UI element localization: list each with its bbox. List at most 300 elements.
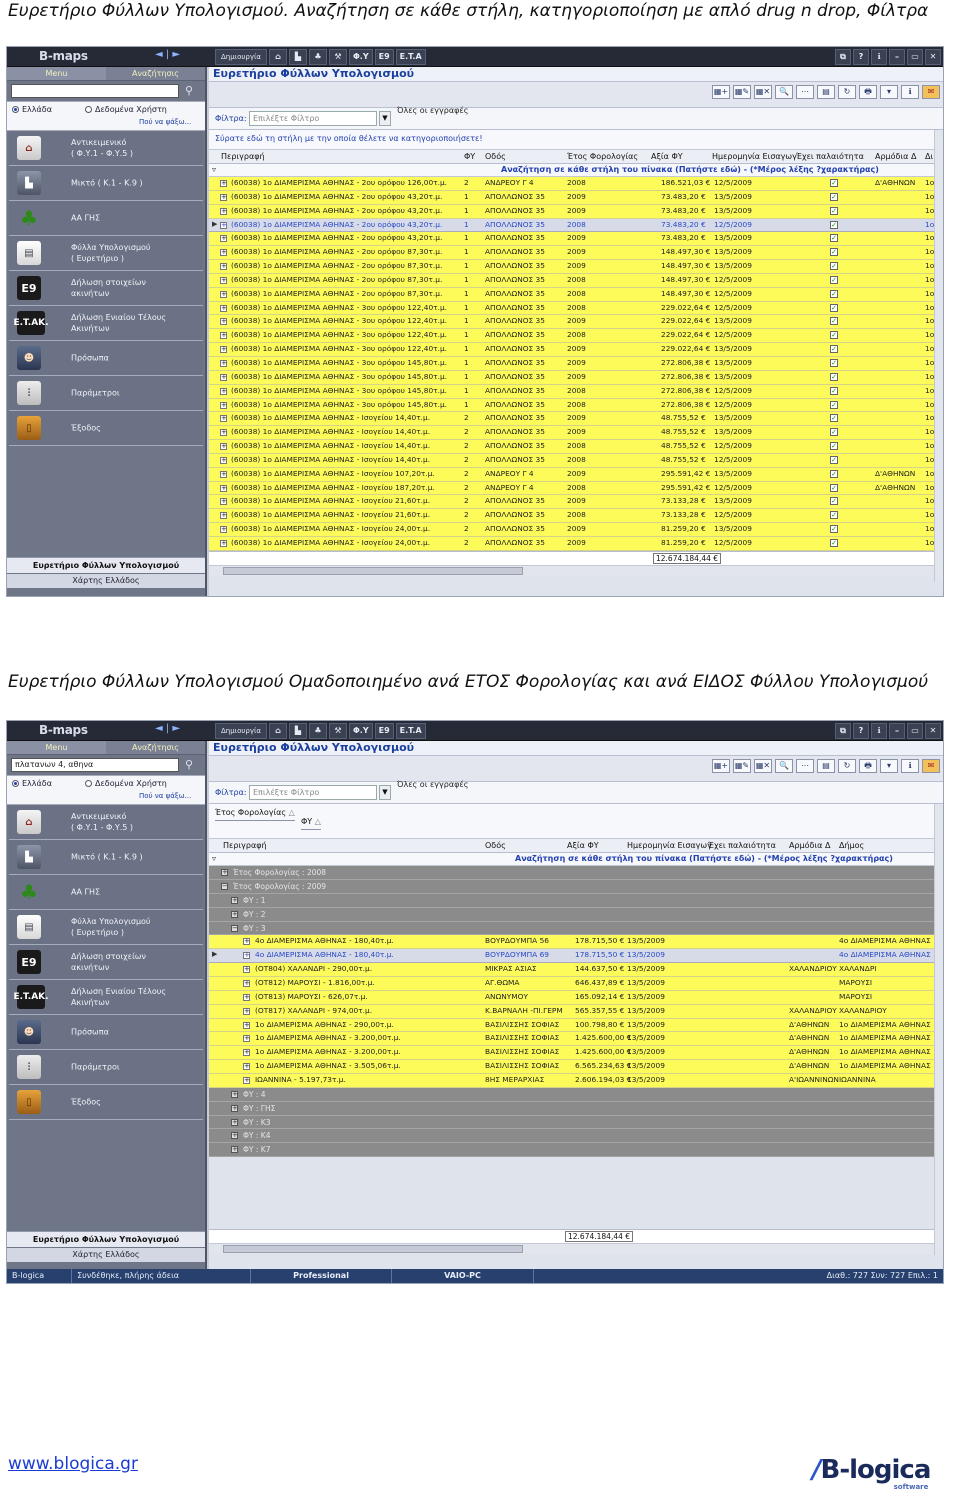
old-building-checkbox[interactable]: ✓ — [831, 179, 837, 187]
door-icon: ▯ — [17, 416, 41, 440]
table-row[interactable] — [209, 399, 943, 413]
table-row[interactable] — [209, 495, 943, 509]
expand-icon[interactable]: + — [244, 937, 250, 946]
table-row[interactable] — [209, 288, 943, 302]
screenshot-index-filters — [6, 46, 944, 597]
column-header[interactable]: Έχει παλαιότητα — [796, 152, 864, 161]
sidebar-item-persons[interactable] — [9, 1015, 203, 1050]
table-row[interactable] — [209, 440, 943, 454]
sidebar-tab-0[interactable]: Menu — [7, 67, 106, 80]
filter-select[interactable]: Επιλέξτε Φίλτρο — [249, 785, 377, 800]
help-icon[interactable]: ? — [853, 723, 869, 739]
sort-asc-icon[interactable]: △ — [312, 817, 321, 826]
expand-icon[interactable]: + — [221, 511, 227, 520]
cell-od: ΑΓ.ΘΩΜΑ — [485, 977, 520, 987]
where-to-search-link[interactable]: Πού να ψάξω... — [139, 792, 192, 800]
search-icon[interactable]: 🔍 — [775, 759, 793, 773]
sidebar-item-mixed[interactable] — [9, 166, 203, 201]
table-row[interactable] — [209, 302, 943, 316]
sidebar-item-label — [71, 312, 166, 334]
old-building-checkbox[interactable]: ✓ — [831, 414, 837, 423]
radio-dot[interactable] — [85, 780, 92, 787]
expand-icon[interactable]: + — [244, 1020, 250, 1029]
cell-d: (ΟΤ813) ΜΑΡΟΥΣΙ - 626,07τ.μ. — [255, 991, 368, 1001]
table-row[interactable] — [209, 468, 943, 482]
scrollbar-thumb[interactable] — [223, 1245, 523, 1253]
minimize-icon[interactable]: – — [889, 723, 905, 739]
expand-icon[interactable]: + — [221, 538, 227, 547]
column-header[interactable]: Δήμος — [839, 841, 865, 850]
table-row[interactable] — [209, 523, 943, 537]
column-header[interactable]: Ημερομηνία Εισαγωγ — [627, 841, 712, 850]
cell-d: ΙΩΑΝΝΙΝΑ - 5.197,73τ.μ. — [255, 1074, 346, 1084]
expand-icon[interactable]: + — [221, 262, 227, 271]
e9-button[interactable]: E9 — [375, 49, 394, 65]
filter-icon[interactable]: ▿ — [212, 854, 217, 863]
table-row[interactable] — [209, 537, 943, 551]
table-row[interactable] — [209, 1074, 943, 1088]
group-row[interactable] — [209, 1102, 943, 1116]
sidebar-search-input[interactable] — [11, 84, 179, 98]
old-building-checkbox[interactable]: ✓ — [831, 345, 837, 354]
cell-dim: 1ο ΔΙΑΜΕΡΙΣΜΑ ΑΘΗΝΑΣ — [839, 1061, 931, 1071]
cell-d: (ΟΤ804) ΧΑΛΑΝΔΡΙ - 290,00τ.μ. — [255, 964, 373, 974]
group-row[interactable] — [209, 922, 943, 936]
old-building-checkbox[interactable]: ✓ — [831, 234, 837, 243]
expand-icon[interactable]: + — [232, 1089, 238, 1098]
column-header[interactable]: Έτος Φορολογίας — [567, 152, 639, 161]
chevron-down-icon[interactable]: ▾ — [880, 85, 898, 99]
cell-fy: 1 — [464, 344, 469, 354]
table-row[interactable] — [209, 935, 943, 949]
expand-icon[interactable]: + — [244, 1048, 250, 1057]
expand-icon[interactable]: + — [221, 220, 227, 229]
sidebar-item-objective[interactable] — [9, 131, 203, 166]
old-building-checkbox[interactable]: ✓ — [831, 262, 837, 271]
scrollbar-thumb[interactable] — [223, 567, 523, 575]
group-row[interactable] — [209, 1143, 943, 1157]
radio-greece[interactable] — [12, 105, 52, 114]
etak-button[interactable]: E.T.A — [396, 723, 426, 739]
tree-icon[interactable]: ♣ — [309, 723, 327, 739]
cell-v: 229.022,64 € — [661, 330, 711, 340]
search-icon[interactable]: ⚲ — [185, 758, 194, 771]
expand-icon[interactable]: + — [221, 275, 227, 284]
column-header[interactable]: Αρμόδια Δ — [875, 152, 917, 161]
table-row[interactable] — [209, 991, 943, 1005]
table-row[interactable] — [209, 963, 943, 977]
create-button[interactable]: Δημιουργία — [215, 49, 267, 65]
table-row[interactable] — [209, 412, 943, 426]
table-row[interactable] — [209, 357, 943, 371]
create-button[interactable]: Δημιουργία — [215, 723, 267, 739]
column-header[interactable]: ΦΥ — [464, 152, 476, 161]
sidebar-map-button[interactable]: Χάρτης Ελλάδος — [7, 1248, 205, 1262]
expand-icon[interactable]: + — [221, 289, 227, 298]
chevron-down-icon[interactable]: ▾ — [880, 759, 898, 773]
filter-row — [209, 108, 943, 130]
expand-icon[interactable]: + — [221, 428, 227, 437]
old-building-checkbox[interactable]: ✓ — [831, 372, 837, 381]
column-header[interactable]: Αξία ΦΥ — [651, 152, 683, 161]
fy-button[interactable]: Φ.Υ — [349, 723, 373, 739]
column-header[interactable]: Οδός — [485, 841, 506, 850]
cell-dt: 12/5/2009 — [714, 302, 752, 312]
sidebar-item-e9[interactable] — [9, 271, 203, 306]
old-building-checkbox[interactable]: ✓ — [831, 497, 837, 506]
expand-icon[interactable]: + — [221, 372, 227, 381]
expand-icon[interactable]: + — [221, 525, 227, 534]
group-chip-label: Έτος Φορολογίας — [215, 808, 287, 817]
old-building-checkbox[interactable]: ✓ — [831, 220, 837, 229]
column-search-row[interactable] — [209, 853, 943, 866]
old-building-checkbox[interactable]: ✓ — [831, 248, 837, 257]
cell-od: ΑΝΔΡΕΟΥ Γ 4 — [485, 178, 534, 187]
column-search-row[interactable] — [209, 164, 943, 177]
edit-row-icon[interactable]: ▦✎ — [733, 759, 751, 773]
cell-v: 148.497,30 € — [661, 247, 711, 257]
sidebar-item-parameters[interactable] — [9, 1050, 203, 1085]
expand-icon[interactable]: + — [221, 358, 227, 367]
door-icon: ▯ — [17, 1090, 41, 1114]
cell-od: ΑΠΟΛΛΩΝΟΣ 35 — [485, 371, 545, 381]
factory-icon[interactable]: ▙ — [289, 723, 307, 739]
sidebar-item-parameters[interactable] — [9, 376, 203, 411]
cell-v: 229.022,64 € — [661, 316, 711, 326]
expand-icon[interactable]: + — [244, 1075, 250, 1084]
expand-icon[interactable]: + — [232, 909, 238, 918]
old-building-checkbox[interactable]: ✓ — [831, 525, 837, 534]
radio-user-data[interactable] — [85, 779, 167, 788]
group-chip-label: ΦΥ — [301, 817, 313, 826]
old-building-checkbox[interactable]: ✓ — [831, 289, 837, 298]
cell-dt: 12/5/2009 — [714, 219, 752, 229]
expand-icon[interactable]: + — [221, 234, 227, 243]
group-row[interactable] — [209, 908, 943, 922]
expand-icon[interactable]: + — [244, 951, 250, 960]
info-icon[interactable]: ℹ — [901, 759, 919, 773]
cell-v: 48.755,52 € — [661, 427, 706, 437]
expand-icon[interactable]: + — [221, 386, 227, 395]
more-icon[interactable]: ⋯ — [796, 85, 814, 99]
expand-icon[interactable]: + — [221, 317, 227, 326]
column-header[interactable]: Αξία ΦΥ — [567, 841, 599, 850]
column-header[interactable]: Οδός — [485, 152, 506, 161]
sidebar-tab-0[interactable]: Menu — [7, 741, 106, 754]
expand-icon[interactable]: + — [244, 1006, 250, 1015]
expand-icon[interactable]: + — [221, 179, 227, 187]
expand-icon[interactable]: + — [244, 1062, 250, 1071]
table-row[interactable] — [209, 232, 943, 246]
more-icon[interactable]: ⋯ — [796, 759, 814, 773]
sidebar-item-aa-land[interactable] — [9, 201, 203, 236]
old-building-checkbox[interactable]: ✓ — [831, 192, 837, 201]
expand-icon[interactable]: + — [221, 483, 227, 492]
person-icon: ☻ — [17, 1020, 41, 1044]
cell-dim: 1ο ΔΙΑΜΕΡΙΣΜΑ ΑΘΗΝΑΣ — [839, 1019, 931, 1029]
horizontal-scrollbar[interactable] — [209, 1243, 943, 1254]
table-row[interactable] — [209, 1032, 943, 1046]
table-row[interactable] — [209, 454, 943, 468]
sidebar-item-aa-land[interactable] — [9, 875, 203, 910]
add-row-icon[interactable]: ▦+ — [712, 85, 730, 99]
table-row[interactable] — [209, 1060, 943, 1074]
tools-icon[interactable]: ⚒ — [329, 49, 347, 65]
column-header[interactable]: Έχει παλαιότητα — [708, 841, 776, 850]
tools-icon[interactable]: ⚒ — [329, 723, 347, 739]
expand-icon[interactable]: + — [232, 1117, 238, 1126]
sidebar-item-etak[interactable] — [9, 980, 203, 1015]
old-building-checkbox[interactable]: ✓ — [831, 331, 837, 340]
cell-v: 229.022,64 € — [661, 302, 711, 312]
sidebar-tab-1[interactable]: Αναζήτησις — [132, 69, 179, 78]
sidebar-index-button[interactable]: Ευρετήριο Φύλλων Υπολογισμού — [7, 557, 205, 573]
expand-icon[interactable]: + — [221, 497, 227, 506]
cell-x: 1ο — [925, 454, 935, 464]
expand-icon[interactable]: + — [221, 303, 227, 312]
cell-d: 4ο ΔΙΑΜΕΡΙΣΜΑ ΑΘΗΝΑΣ - 180,40τ.μ. — [255, 950, 394, 960]
cell-dt: 12/5/2009 — [714, 385, 752, 395]
cell-fy: 2 — [464, 178, 469, 187]
filter-select[interactable]: Επιλέξτε Φίλτρο — [249, 111, 377, 126]
filter-icon[interactable]: ▿ — [212, 165, 217, 174]
cell-dt: 13/5/2009 — [714, 344, 752, 354]
print-icon[interactable]: 🖶 — [859, 85, 877, 99]
group-row[interactable] — [209, 1116, 943, 1130]
cell-od: ΑΠΟΛΛΩΝΟΣ 35 — [485, 510, 545, 520]
cell-dt: 13/5/2009 — [627, 1005, 665, 1015]
search-icon[interactable]: ⚲ — [185, 84, 194, 97]
old-building-checkbox[interactable]: ✓ — [831, 206, 837, 215]
cell-fy: 1 — [464, 233, 469, 243]
radio-greece[interactable] — [12, 779, 52, 788]
expand-icon[interactable]: + — [232, 1103, 238, 1112]
old-building-checkbox[interactable]: ✓ — [831, 400, 837, 409]
column-header[interactable]: Περιγραφή — [221, 152, 265, 161]
nav-arrows[interactable]: ◄ | ► — [155, 49, 181, 60]
old-building-checkbox[interactable]: ✓ — [831, 483, 837, 492]
old-building-checkbox[interactable]: ✓ — [831, 386, 837, 395]
nav-arrows[interactable]: ◄ | ► — [155, 723, 181, 734]
e9-icon: E9 — [17, 950, 41, 974]
add-row-icon[interactable]: ▦+ — [712, 759, 730, 773]
group-row[interactable] — [209, 866, 943, 880]
table-row[interactable] — [209, 509, 943, 523]
expand-icon[interactable]: + — [244, 1034, 250, 1043]
sidebar-index-button[interactable]: Ευρετήριο Φύλλων Υπολογισμού — [7, 1231, 205, 1247]
sidebar-item-etak[interactable] — [9, 306, 203, 341]
table-row[interactable] — [209, 205, 943, 219]
column-search-hint[interactable]: Αναζήτηση σε κάθε στήλη του πίνακα (Πατήστε εδώ) - (*Μέρος λέξης ?χαρακτήρας) — [501, 165, 879, 174]
cell-v: 272.806,38 € — [661, 371, 711, 381]
expand-icon[interactable]: − — [232, 923, 238, 932]
table-row[interactable] — [209, 1019, 943, 1033]
radio-dot[interactable] — [12, 780, 19, 787]
radio-dot[interactable] — [12, 106, 19, 113]
cell-d: (60038) 1ο ΔΙΑΜΕΡΙΣΜΑ ΑΘΗΝΑΣ - Ισογείου 21,60τ.μ. — [231, 496, 431, 506]
mail-icon[interactable]: ✉ — [922, 759, 940, 773]
column-search-hint[interactable]: Αναζήτηση σε κάθε στήλη του πίνακα (Πατήστε εδώ) - (*Μέρος λέξης ?χαρακτήρας) — [515, 854, 893, 863]
fy-button[interactable]: Φ.Υ — [349, 49, 373, 65]
old-building-checkbox[interactable]: ✓ — [831, 303, 837, 312]
expand-icon[interactable]: + — [221, 192, 227, 201]
expand-icon[interactable]: + — [244, 978, 250, 987]
restore-icon[interactable]: ⧉ — [835, 49, 851, 65]
column-header[interactable]: Ημερομηνία Εισαγωγ — [712, 152, 797, 161]
table-row[interactable] — [209, 246, 943, 260]
main-panel — [209, 67, 943, 596]
house-icon[interactable]: ⌂ — [269, 49, 287, 65]
cell-x: 1ο — [925, 524, 935, 534]
sidebar-item-worksheets[interactable] — [9, 236, 203, 271]
blogica-website-link[interactable]: www.blogica.gr — [8, 1454, 138, 1474]
table-row[interactable] — [209, 371, 943, 385]
cell-v: 295.591,42 € — [661, 482, 711, 492]
mail-icon[interactable]: ✉ — [922, 85, 940, 99]
group-row[interactable] — [209, 1088, 943, 1102]
group-row[interactable] — [209, 880, 943, 894]
maximize-icon[interactable]: ▭ — [907, 49, 923, 65]
sort-asc-icon[interactable]: △ — [286, 808, 295, 817]
group-drop-zone[interactable]: Σύρατε εδώ τη στήλη με την οποία θέλετε να κατηγοριοποιήσετε! — [209, 130, 943, 150]
vertical-scrollbar[interactable] — [934, 130, 943, 582]
table-row[interactable] — [209, 191, 943, 205]
horizontal-scrollbar[interactable] — [209, 565, 943, 576]
radio-user-data[interactable] — [85, 105, 167, 114]
search-icon[interactable]: 🔍 — [775, 85, 793, 99]
table-row[interactable] — [209, 1046, 943, 1060]
sidebar-item-exit[interactable] — [9, 1085, 203, 1120]
table-row[interactable] — [209, 1005, 943, 1019]
maximize-icon[interactable]: ▭ — [907, 723, 923, 739]
expand-icon[interactable]: + — [232, 1145, 238, 1154]
old-building-checkbox[interactable]: ✓ — [831, 442, 837, 451]
column-header[interactable]: Δι — [925, 152, 934, 161]
expand-icon[interactable]: + — [244, 965, 250, 974]
table-row[interactable] — [209, 343, 943, 357]
delete-row-icon[interactable]: ▦✕ — [754, 85, 772, 99]
old-building-checkbox[interactable]: ✓ — [831, 455, 837, 464]
expand-icon[interactable]: + — [221, 414, 227, 423]
info-icon[interactable]: ℹ — [871, 49, 887, 65]
etak-button[interactable]: E.T.A — [396, 49, 426, 65]
expand-icon[interactable]: + — [221, 345, 227, 354]
expand-icon[interactable]: + — [221, 248, 227, 257]
house-icon[interactable]: ⌂ — [269, 723, 287, 739]
close-icon[interactable]: ✕ — [925, 723, 941, 739]
column-header[interactable]: Περιγραφή — [223, 841, 267, 850]
expand-icon[interactable]: + — [232, 1131, 238, 1140]
cell-yr: 2008 — [567, 510, 586, 520]
b-maps-logo: B-maps — [39, 49, 88, 63]
group-chip[interactable] — [215, 808, 295, 821]
e9-button[interactable]: E9 — [375, 723, 394, 739]
expand-icon[interactable]: − — [222, 881, 228, 890]
group-chip[interactable] — [301, 817, 321, 830]
cell-arm: Δ'ΑΘΗΝΩΝ — [789, 1047, 830, 1057]
table-row[interactable] — [209, 385, 943, 399]
table-row[interactable] — [209, 426, 943, 440]
old-building-checkbox[interactable]: ✓ — [831, 317, 837, 326]
info-icon[interactable]: ℹ — [901, 85, 919, 99]
old-building-checkbox[interactable]: ✓ — [831, 538, 837, 547]
expand-icon[interactable]: + — [221, 331, 227, 340]
expand-icon[interactable]: + — [221, 400, 227, 409]
table-row[interactable] — [209, 219, 943, 233]
group-row[interactable] — [209, 894, 943, 908]
vertical-scrollbar[interactable] — [934, 804, 943, 1255]
group-row[interactable] — [209, 1129, 943, 1143]
sidebar-item-persons[interactable] — [9, 341, 203, 376]
expand-icon[interactable]: + — [222, 868, 228, 876]
expand-icon[interactable]: + — [244, 992, 250, 1001]
grid-toolbar-buttons — [712, 85, 940, 99]
columns-icon[interactable]: ▤ — [817, 85, 835, 99]
refresh-icon[interactable]: ↻ — [838, 759, 856, 773]
chevron-down-icon[interactable]: ▼ — [379, 111, 391, 126]
cell-d: (60038) 1ο ΔΙΑΜΕΡΙΣΜΑ ΑΘΗΝΑΣ - 2ου ορόφου 43,20τ.μ. — [231, 191, 443, 201]
sidebar-item-exit[interactable] — [9, 411, 203, 446]
expand-icon[interactable]: + — [221, 206, 227, 215]
radio-dot[interactable] — [85, 106, 92, 113]
old-building-checkbox[interactable]: ✓ — [831, 275, 837, 284]
table-row[interactable] — [209, 482, 943, 496]
sidebar-tab-1[interactable]: Αναζήτησις — [132, 743, 179, 752]
table-row[interactable] — [209, 260, 943, 274]
table-row[interactable] — [209, 177, 943, 191]
table-row[interactable] — [209, 977, 943, 991]
cell-yr: 2009 — [567, 371, 586, 381]
sidebar-search-input[interactable]: πλατανων 4, αθηνα — [11, 758, 179, 772]
factory-icon[interactable]: ▙ — [289, 49, 307, 65]
tree-icon[interactable]: ♣ — [309, 49, 327, 65]
print-icon[interactable]: 🖶 — [859, 759, 877, 773]
edit-row-icon[interactable]: ▦✎ — [733, 85, 751, 99]
sidebar-item-mixed[interactable] — [9, 840, 203, 875]
minimize-icon[interactable]: – — [889, 49, 905, 65]
old-building-checkbox[interactable]: ✓ — [831, 469, 837, 478]
sidebar-map-button[interactable]: Χάρτης Ελλάδος — [7, 574, 205, 588]
refresh-icon[interactable]: ↻ — [838, 85, 856, 99]
close-icon[interactable]: ✕ — [925, 49, 941, 65]
where-to-search-link[interactable]: Πού να ψάξω... — [139, 118, 192, 126]
cell-od: ΑΠΟΛΛΩΝΟΣ 35 — [485, 441, 545, 451]
old-building-checkbox[interactable]: ✓ — [831, 511, 837, 520]
expand-icon[interactable]: + — [232, 895, 238, 904]
expand-icon[interactable]: + — [221, 469, 227, 478]
columns-icon[interactable]: ▤ — [817, 759, 835, 773]
old-building-checkbox[interactable]: ✓ — [831, 358, 837, 367]
column-header[interactable]: Αρμόδια Δ — [789, 841, 831, 850]
help-icon[interactable]: ? — [853, 49, 869, 65]
sidebar-item-line2: ( Φ.Υ.1 - Φ.Υ.5 ) — [71, 149, 134, 158]
old-building-checkbox[interactable]: ✓ — [831, 428, 837, 437]
table-row[interactable] — [209, 949, 943, 963]
chevron-down-icon[interactable]: ▼ — [379, 785, 391, 800]
info-icon[interactable]: ℹ — [871, 723, 887, 739]
sidebar-item-objective[interactable] — [9, 805, 203, 840]
expand-icon[interactable]: + — [221, 455, 227, 464]
sidebar-item-worksheets[interactable] — [9, 910, 203, 945]
delete-row-icon[interactable]: ▦✕ — [754, 759, 772, 773]
table-row[interactable] — [209, 315, 943, 329]
cell-fy: 2 — [464, 427, 469, 437]
table-row[interactable] — [209, 274, 943, 288]
table-row[interactable] — [209, 329, 943, 343]
expand-icon[interactable]: + — [221, 442, 227, 451]
sidebar-item-e9[interactable] — [9, 945, 203, 980]
restore-icon[interactable]: ⧉ — [835, 723, 851, 739]
